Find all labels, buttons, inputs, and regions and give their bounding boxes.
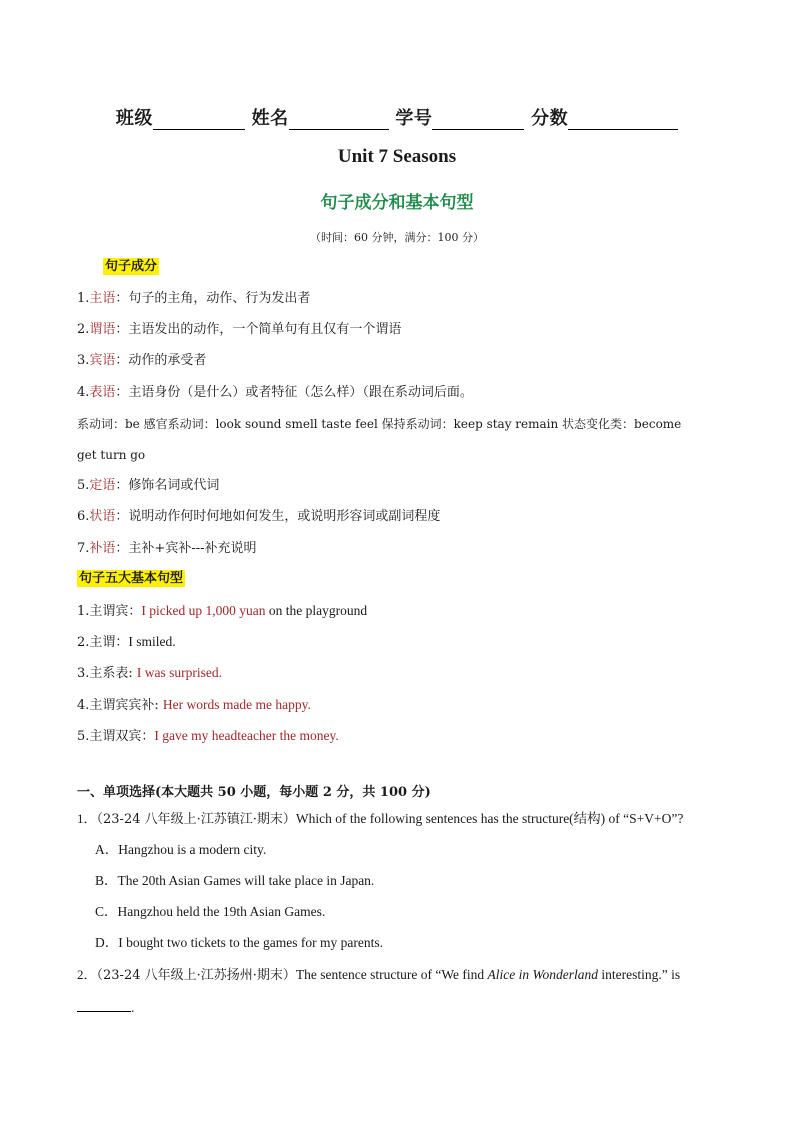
item-term: 状语	[89, 509, 116, 524]
item-term: 表语	[89, 385, 116, 400]
component-item	[77, 508, 440, 526]
name-label: 姓名	[251, 108, 289, 129]
item-num: 5.	[77, 478, 90, 493]
pattern-label: 3.主系表:	[77, 666, 137, 681]
pattern-example-red: I picked up 1,000 yuan	[141, 603, 266, 618]
component-item	[77, 352, 206, 370]
item-term: 谓语	[89, 322, 116, 337]
question-2	[77, 966, 680, 985]
component-item	[77, 477, 219, 495]
item-desc: ：主语发出的动作，一个简单句有且仅有一个谓语	[115, 322, 402, 337]
question-stem: interesting.” is	[597, 967, 681, 982]
page-title: Unit 7 Seasons	[337, 146, 457, 167]
question-2-answer-line	[77, 997, 134, 1018]
item-term: 定语	[89, 478, 116, 493]
pattern-label: 1.主谓宾：	[77, 604, 142, 619]
item-num: 4.	[77, 385, 90, 400]
page-subtitle: 句子成分和基本句型	[320, 193, 474, 213]
pattern-label: 2.主谓：	[77, 635, 129, 650]
question-stem-italic: Alice in Wonderland	[487, 967, 598, 982]
pattern-item	[77, 696, 311, 715]
pattern-label: 5.主谓双宾：	[77, 729, 155, 744]
question-stem: The sentence structure of “We find	[295, 967, 488, 982]
class-blank[interactable]	[153, 109, 245, 130]
exam-meta: （时间：60 分钟，满分：100 分）	[310, 231, 484, 244]
item-term: 主语	[89, 291, 116, 306]
linking-verbs-line: 系动词：be 感官系动词：look sound smell taste feel 保持系动词：keep stay remain 状态变化类：become	[77, 417, 682, 431]
highlighted-heading: 句子成分	[105, 259, 158, 274]
item-desc: ：主补+宾补---补充说明	[115, 541, 257, 556]
pattern-item	[77, 602, 367, 621]
item-desc: ：主语身份（是什么）或者特征（怎么样）（跟在系动词后面。	[115, 385, 473, 400]
question-source: （23-24 八年级上·江苏扬州·期末）	[96, 968, 296, 983]
id-label: 学号	[395, 108, 433, 129]
section-heading-patterns	[77, 570, 185, 588]
item-num: 1.	[77, 291, 90, 306]
item-term: 补语	[89, 541, 116, 556]
part-heading: 一、单项选择(本大题共 50 小题，每小题 2 分，共 100 分)	[77, 785, 431, 800]
item-num: 6.	[77, 509, 90, 524]
item-desc: ：修饰名词或代词	[115, 478, 220, 493]
question-1	[77, 810, 683, 829]
question-stem: Which of the following sentences has the structure(结构) of “S+V+O”?	[295, 811, 684, 826]
item-num: 3.	[77, 353, 90, 368]
score-label: 分数	[531, 108, 569, 129]
question-source: （23-24 八年级上·江苏镇江·期末）	[96, 812, 296, 827]
question-stem-end: .	[131, 1000, 135, 1015]
class-label: 班级	[115, 108, 153, 129]
component-item	[77, 384, 473, 402]
answer-blank[interactable]	[77, 997, 131, 1012]
id-blank[interactable]	[432, 109, 524, 130]
pattern-item	[77, 633, 176, 652]
item-term: 宾语	[89, 353, 116, 368]
student-info-line	[0, 104, 794, 130]
pattern-item	[77, 727, 339, 746]
pattern-item	[77, 664, 222, 683]
item-desc: ：动作的承受者	[115, 353, 207, 368]
component-item	[77, 321, 401, 339]
pattern-example-red: I gave my headteacher the money.	[154, 728, 339, 743]
question-number: 2．	[77, 967, 97, 982]
name-blank[interactable]	[289, 109, 389, 130]
pattern-example: I smiled.	[128, 634, 176, 649]
item-num: 7.	[77, 541, 90, 556]
component-item	[77, 290, 310, 308]
highlighted-heading: 句子五大基本句型	[79, 571, 184, 586]
option-c[interactable]: C．Hangzhou held the 19th Asian Games.	[95, 904, 326, 919]
linking-verbs-line-continued: get turn go	[77, 448, 146, 462]
pattern-example-red: I was surprised.	[136, 665, 223, 680]
item-num: 2.	[77, 322, 90, 337]
item-desc: ：句子的主角，动作、行为发出者	[115, 291, 311, 306]
component-item	[77, 540, 257, 558]
pattern-example: on the playground	[265, 603, 368, 618]
section-heading-components	[103, 258, 159, 276]
option-a[interactable]: A．Hangzhou is a modern city.	[95, 842, 267, 857]
option-b[interactable]: B．The 20th Asian Games will take place in Japan.	[95, 873, 375, 888]
question-number: 1．	[77, 811, 97, 826]
score-blank[interactable]	[568, 109, 678, 130]
pattern-label: 4.主谓宾宾补:	[77, 698, 163, 713]
item-desc: ：说明动作何时何地如何发生，或说明形容词或副词程度	[115, 509, 441, 524]
pattern-example-red: Her words made me happy.	[162, 697, 311, 712]
option-d[interactable]: D．I bought two tickets to the games for my parents.	[95, 935, 383, 950]
